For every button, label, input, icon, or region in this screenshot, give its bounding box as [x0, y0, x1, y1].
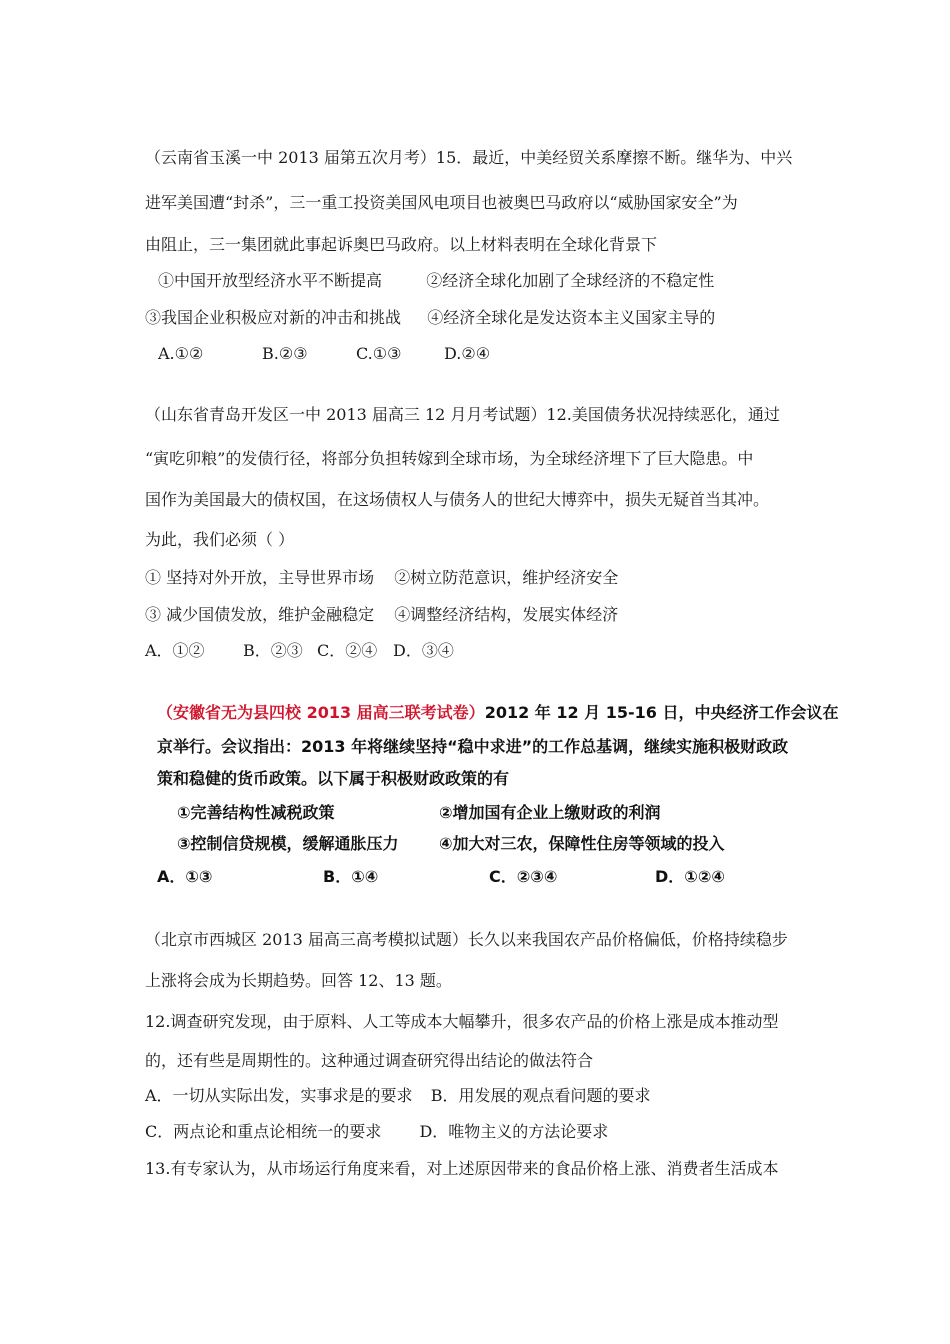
- q2-statement-2: ②树立防范意识，维护经济安全: [394, 568, 619, 587]
- q2-stem-line-2: “寅吃卯粮”的发债行径，将部分负担转嫁到全球市场，为全球经济埋下了巨大隐患。中: [145, 449, 754, 468]
- q4-stem-line-1: （北京市西城区 2013 届高三高考模拟试题）长久以来我国农产品价格偏低，价格持续稳步: [145, 930, 788, 949]
- q4-stem-line-3: 12.调查研究发现，由于原料、人工等成本大幅攀升，很多农产品的价格上涨是成本推动型: [145, 1012, 779, 1031]
- q2-option-c: C．②④: [317, 641, 378, 660]
- q3-stem-line-3: 策和稳健的货币政策。以下属于积极财政政策的有: [157, 769, 510, 788]
- q1-stem-line-3: 由阻止，三一集团就此事起诉奥巴马政府。以上材料表明在全球化背景下: [145, 235, 658, 254]
- q1-option-d: D.②④: [444, 344, 491, 363]
- q2-statement-1: ① 坚持对外开放，主导世界市场: [145, 568, 375, 587]
- q2-stem-line-1: （山东省青岛开发区一中 2013 届高三 12 月月考试题）12.美国债务状况持续恶化，通过: [145, 405, 780, 424]
- q1-statement-1: ①中国开放型经济水平不断提高: [158, 271, 383, 290]
- q3-statement-3: ③控制信贷规模，缓解通胀压力: [177, 834, 399, 853]
- q2-statement-3: ③ 减少国债发放，维护金融稳定: [145, 605, 375, 624]
- q3-statements-row-2: [177, 833, 725, 855]
- q2-statement-4: ④调整经济结构，发展实体经济: [394, 605, 619, 624]
- q2-option-d: D．③④: [393, 641, 454, 660]
- q1-stem-line-2: 进军美国遭“封杀”，三一重工投资美国风电项目也被奥巴马政府以“威胁国家安全”为: [145, 193, 738, 212]
- q4-option-c: C．两点论和重点论相统一的要求: [145, 1122, 382, 1141]
- q3-stem-line-2: 京举行。会议指出：2013 年将继续坚持“稳中求进”的工作总基调，继续实施积极财政政: [157, 737, 789, 756]
- q4-stem-line-2: 上涨将会成为长期趋势。回答 12、13 题。: [145, 971, 452, 990]
- q4-options-row-2: [145, 1121, 608, 1143]
- q3-scanned-image: [145, 690, 839, 895]
- q1-options: [158, 343, 490, 365]
- q3-stem-line-1-text: 2012 年 12 月 15-16 日，中央经济工作会议在: [484, 703, 839, 722]
- q1-stem-line-1: （云南省玉溪一中 2013 届第五次月考）15．最近，中美经贸关系摩擦不断。继华为、中兴: [145, 148, 793, 167]
- q4-stem-line-5: 13.有专家认为，从市场运行角度来看，对上述原因带来的食品价格上涨、消费者生活成本: [145, 1159, 779, 1178]
- q1-statement-3: ③我国企业积极应对新的冲击和挑战: [145, 308, 402, 327]
- q2-statements-row-1: [145, 567, 618, 589]
- q2-options: [145, 640, 454, 662]
- q4-option-a: A．一切从实际出发，实事求是的要求: [145, 1086, 413, 1105]
- q1-statement-2: ②经济全球化加剧了全球经济的不稳定性: [426, 271, 715, 290]
- q2-option-a: A．①②: [145, 641, 205, 660]
- q2-stem-line-4: 为此，我们必须（ ）: [145, 530, 295, 549]
- q3-statements-row-1: [177, 802, 661, 824]
- q3-statement-1: ①完善结构性减税政策: [177, 803, 335, 822]
- q2-statements-row-2: [145, 604, 618, 626]
- q1-option-b: B.②③: [262, 344, 308, 363]
- q4-options-row-1: [145, 1085, 651, 1107]
- q4-stem-line-4: 的，还有些是周期性的。这种通过调查研究得出结论的做法符合: [145, 1051, 594, 1070]
- q1-option-c: C.①③: [356, 344, 402, 363]
- q2-option-b: B．②③: [243, 641, 303, 660]
- q2-stem-line-3: 国作为美国最大的债权国，在这场债权人与债务人的世纪大博弈中，损失无疑首当其冲。: [145, 490, 770, 509]
- q1-statement-4: ④经济全球化是发达资本主义国家主导的: [427, 308, 716, 327]
- q3-option-b: B．①④: [323, 867, 379, 886]
- q3-statement-2: ②增加国有企业上缴财政的利润: [439, 803, 661, 822]
- q3-stem-line-1: [157, 702, 839, 724]
- q1-statements-row-2: [145, 307, 715, 329]
- q4-option-b: B．用发展的观点看问题的要求: [430, 1086, 651, 1105]
- q1-statements-row-1: [158, 270, 714, 292]
- q3-option-d: D．①②④: [655, 867, 725, 886]
- q1-option-a: A.①②: [158, 344, 204, 363]
- q3-option-a: A．①③: [157, 867, 213, 886]
- q3-statement-4: ④加大对三农，保障性住房等领域的投入: [439, 834, 725, 853]
- q3-source: （安徽省无为县四校 2013 届高三联考试卷）: [157, 703, 485, 722]
- q3-options: [157, 866, 725, 888]
- q4-option-d: D．唯物主义的方法论要求: [419, 1122, 609, 1141]
- q3-option-c: C．②③④: [489, 867, 558, 886]
